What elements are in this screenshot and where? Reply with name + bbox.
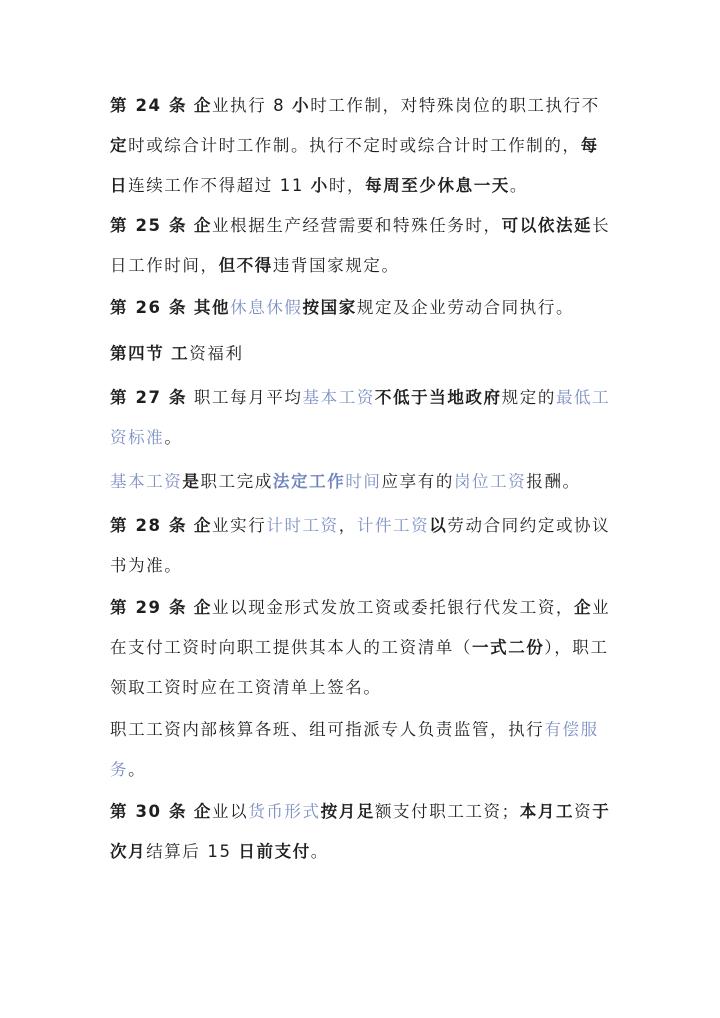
article-28-paragraph: [110, 506, 615, 586]
article-28-text-segment: 计件工资: [356, 516, 430, 535]
article-28-text-segment: 计时工资: [266, 516, 339, 535]
article-30-text-segment: 额支付职工工资；: [374, 802, 520, 821]
basic-wage-def-text-segment: 时间: [345, 472, 382, 491]
article-30-text-segment: 日前支付: [238, 842, 311, 861]
article-30-text-segment: 本月工: [519, 802, 575, 821]
article-24-paragraph: [110, 86, 615, 206]
article-27-text-segment: 第 27 条: [110, 388, 188, 407]
article-27-paragraph: [110, 378, 615, 458]
article-24-text-segment: 第 24 条: [110, 96, 188, 115]
article-27-text-segment: 最低: [555, 388, 593, 407]
payroll-supervision-text-segment: 有偿: [544, 720, 581, 739]
article-29-text-segment: 业以现金形式发放工资或委托银行代发工资，: [212, 598, 575, 617]
article-26-text-segment: 其他: [193, 298, 231, 317]
basic-wage-def-text-segment: 报酬。: [526, 472, 581, 491]
article-28-text-segment: 企: [193, 516, 213, 535]
section-4-text-segment: 第四节: [110, 344, 165, 363]
article-24-text-segment: 定: [110, 136, 129, 155]
article-29-text-segment: 企: [193, 598, 213, 617]
article-29-text-segment: 第 29 条: [110, 598, 188, 617]
article-29-text-segment: [187, 598, 194, 617]
article-25-text-segment: 企: [193, 216, 213, 235]
article-30-text-segment: 于次月: [110, 802, 611, 861]
basic-wage-def-text-segment: 岗位工资: [453, 472, 527, 491]
article-29-text-segment: 一式二份: [472, 638, 545, 657]
basic-wage-definition: [110, 462, 615, 502]
article-24-text-segment: 小: [310, 176, 329, 195]
basic-wage-def-text-segment: 应享有的: [381, 472, 454, 491]
article-30-text-segment: 结算后 15: [146, 842, 239, 861]
article-25-text-segment: 违背国家规定。: [272, 256, 400, 275]
article-27-text-segment: 。: [164, 428, 183, 447]
payroll-supervision-paragraph: [110, 710, 615, 790]
article-24-text-segment: 时工作制，对特殊岗位的职工执行不: [310, 96, 600, 115]
article-30-text-segment: 按月足: [320, 802, 375, 821]
article-28-text-segment: 劳动合同约定或协议书为准。: [110, 516, 611, 575]
article-24-text-segment: 每周至少休息一天: [365, 176, 510, 195]
article-30-text-segment: [187, 802, 194, 821]
article-27-text-segment: 不低于当地政府: [374, 388, 502, 407]
article-29-text-segment: ），职工领取工资时应在工资清单上签名。: [110, 638, 609, 697]
article-30-text-segment: 第 30 条: [110, 802, 188, 821]
article-24-text-segment: [187, 96, 194, 115]
article-24-text-segment: 业执行 8: [212, 96, 293, 115]
section-heading: [110, 334, 615, 374]
article-26-text-segment: 规定及企业劳动合同执行。: [356, 298, 575, 317]
basic-wage-def-text-segment: 基本工资: [110, 472, 183, 491]
basic-wage-def-text-segment: 是: [182, 472, 201, 491]
article-28-text-segment: 以: [429, 516, 448, 535]
article-24-text-segment: 连续工作不得超过 11: [128, 176, 311, 195]
article-30-text-segment: 资: [574, 802, 593, 821]
article-28-text-segment: 第 28 条: [110, 516, 188, 535]
article-27-text-segment: 规定的: [501, 388, 556, 407]
article-25-text-segment: [187, 216, 194, 235]
article-29-text-segment: 企: [574, 598, 593, 617]
article-30-text-segment: 。: [310, 842, 329, 861]
payroll-supervision-text-segment: 职工工资内部核算各班、组可指派专人负责监管，执行: [110, 720, 545, 739]
article-24-text-segment: 企: [193, 96, 213, 115]
article-30-paragraph: [110, 792, 615, 872]
article-26-text-segment: 休息休假: [230, 298, 303, 317]
article-25-paragraph: [110, 206, 615, 286]
article-28-text-segment: 业实行: [212, 516, 267, 535]
article-27-text-segment: 工资标准: [110, 388, 611, 447]
article-25-text-segment: 长日工作时间，: [110, 216, 611, 275]
article-28-text-segment: [187, 516, 194, 535]
article-25-text-segment: 业根据生产经营需要和特殊任务时，: [212, 216, 502, 235]
article-26-text-segment: [187, 298, 194, 317]
article-27-text-segment: 基本工资: [302, 388, 375, 407]
article-27-text-segment: 职工每月平均: [187, 388, 303, 407]
article-29-text-segment: 业在支付工资时向职工提供其本人的工资清单（: [110, 598, 611, 657]
article-25-text-segment: 第 25 条: [110, 216, 188, 235]
article-30-text-segment: 业以: [212, 802, 249, 821]
article-24-text-segment: 每日: [110, 136, 599, 195]
article-24-text-segment: 时，: [328, 176, 366, 195]
article-24-text-segment: 时或综合计时工作制。执行不定时或综合计时工作制的，: [128, 136, 581, 155]
section-4-text-segment: 工: [171, 344, 190, 363]
article-26-paragraph: [110, 288, 615, 328]
basic-wage-def-text-segment: 法定工作: [272, 472, 346, 491]
article-29-paragraph: [110, 588, 615, 708]
article-24-text-segment: 小: [292, 96, 311, 115]
article-28-text-segment: ，: [338, 516, 357, 535]
article-24-text-segment: 。: [509, 176, 529, 195]
article-26-text-segment: 按国家: [302, 298, 357, 317]
article-30-text-segment: 企: [193, 802, 213, 821]
section-4-text-segment: 资福利: [189, 344, 244, 363]
payroll-supervision-text-segment: 。: [128, 760, 147, 779]
article-30-text-segment: 货币形式: [248, 802, 321, 821]
article-25-text-segment: 但不得: [218, 256, 273, 275]
article-26-text-segment: 第 26 条: [110, 298, 188, 317]
basic-wage-def-text-segment: 职工完成: [200, 472, 273, 491]
article-25-text-segment: 可以依法延: [501, 216, 593, 235]
payroll-supervision-text-segment: 服务: [110, 720, 599, 779]
